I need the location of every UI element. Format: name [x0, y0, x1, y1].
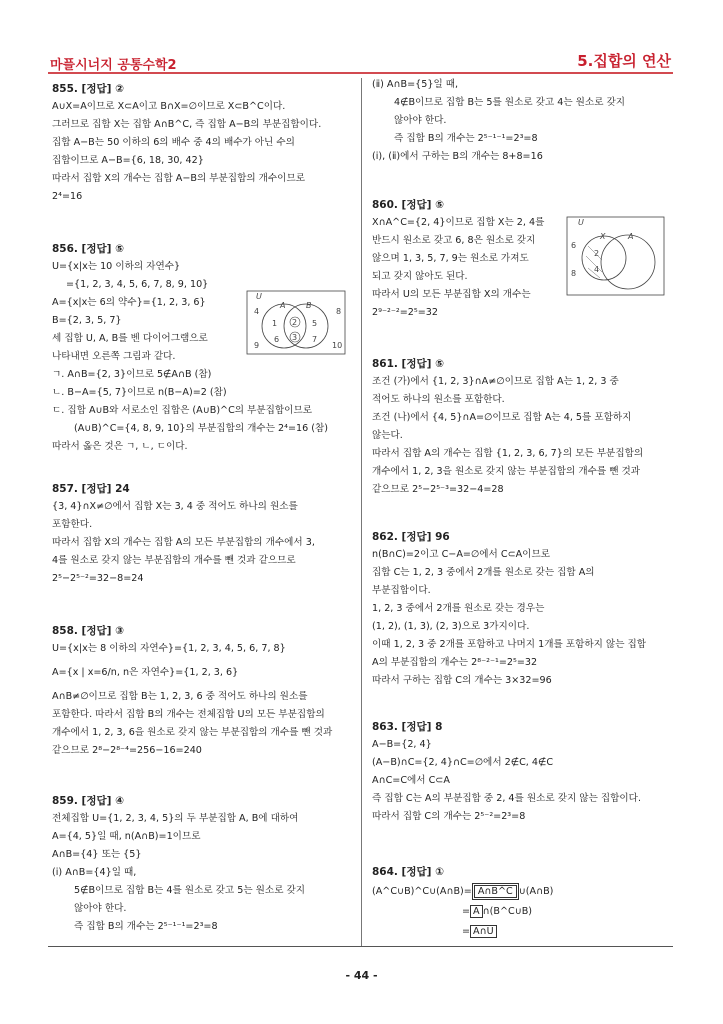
problem-863-line: (A−B)∩C={2, 4}∩C=∅에서 2∉C, 4∉C — [372, 757, 554, 768]
problem-864-expr-left: (A^C∪B)^C∪(A∩B)= — [372, 886, 472, 897]
problem-856-line: 세 집합 U, A, B를 벤 다이어그램으로 — [52, 333, 208, 344]
venn-856-num: 1 — [272, 319, 278, 328]
problem-864-line — [372, 882, 553, 902]
problem-855-title: 855. [정답] ② — [52, 83, 124, 95]
venn-860-label-u: U — [578, 218, 584, 227]
problem-857-title: 857. [정답] 24 — [52, 483, 130, 495]
problem-860-line: 따라서 U의 모든 부분집합 X의 개수는 — [372, 289, 531, 300]
problem-864-expr: ∩(B^C∪B) — [482, 906, 533, 917]
problem-861-line: 않는다. — [372, 430, 403, 441]
problem-859-line: 전체집합 U={1, 2, 3, 4, 5}의 두 부분집합 A, B에 대하여 — [52, 813, 299, 824]
problem-859-line: (ⅰ), (ⅱ)에서 구하는 B의 개수는 8+8=16 — [372, 151, 543, 162]
bottom-rule — [48, 946, 673, 947]
problem-860-line: 않으며 1, 3, 5, 7, 9는 원소로 가져도 — [372, 253, 529, 264]
column-divider — [361, 78, 362, 946]
problem-855-line: 집합 A−B는 50 이하의 6의 배수 중 4의 배수가 아닌 수의 — [52, 137, 295, 148]
problem-863 — [372, 718, 641, 826]
venn-diagram-856 — [246, 290, 346, 356]
venn-860-num: 8 — [571, 269, 577, 278]
problem-864-equals: = — [462, 906, 471, 917]
problem-864-answer-box: A∩B^C — [472, 883, 519, 900]
problem-864-line — [372, 922, 553, 942]
problem-861-line: 개수에서 1, 2, 3을 원소로 갖지 않는 부분집합의 개수를 뺀 것과 — [372, 466, 641, 477]
problem-858-line: A={x | x=6/n, n은 자연수}={1, 2, 3, 6} — [52, 667, 239, 678]
venn-856-num: 4 — [254, 307, 260, 316]
problem-860-line: 2⁹⁻²⁻²=2⁵=32 — [372, 307, 439, 318]
problem-858-line: 같으므로 2⁸−2⁸⁻⁴=256−16=240 — [52, 745, 202, 756]
problem-861-title: 861. [정답] ⑤ — [372, 358, 444, 370]
problem-859-part1 — [52, 792, 305, 936]
problem-856-title: 856. [정답] ⑤ — [52, 243, 124, 255]
header-left: 마플시너지 공통수학2 — [50, 58, 177, 73]
problem-861-line: 적어도 하나의 원소를 포함한다. — [372, 394, 505, 405]
problem-862-line: A의 부분집합의 개수는 2⁸⁻²⁻¹=2⁵=32 — [372, 657, 538, 668]
problem-859-line: A∩B={4} 또는 {5} — [52, 849, 142, 860]
venn-856-label-u: U — [256, 292, 262, 301]
venn-856-label-b: B — [306, 301, 312, 310]
venn-860-universe — [567, 217, 664, 295]
problem-863-line: 즉 집합 C는 A의 부분집합 중 2, 4를 원소로 갖지 않는 집합이다. — [372, 793, 641, 804]
problem-860 — [372, 196, 544, 322]
venn-856-num: 8 — [336, 307, 342, 316]
problem-859-line: 않아야 한다. — [394, 115, 447, 126]
problem-864-equals: = — [462, 926, 471, 937]
venn-860-label-a: A — [628, 232, 634, 241]
problem-863-line: A∩C=C에서 C⊂A — [372, 775, 450, 786]
problem-856-line: A={x|x는 6의 약수}={1, 2, 3, 6} — [52, 297, 206, 308]
problem-856-line: U={x|x는 10 이하의 자연수} — [52, 261, 181, 272]
problem-859-line: 즉 집합 B의 개수는 2⁵⁻¹⁻¹=2³=8 — [394, 133, 538, 144]
problem-859-line: 5∉B이므로 집합 B는 4를 원소로 갖고 5는 원소로 갖지 — [74, 885, 306, 896]
venn-860-label-x: X — [600, 232, 606, 241]
problem-864-expr-right: ∪(A∩B) — [518, 886, 554, 897]
problem-864-line — [372, 902, 553, 922]
problem-864-box: A∩U — [470, 925, 497, 938]
venn-856-num: 9 — [254, 341, 260, 350]
problem-861-line: 같으므로 2⁵−2⁵⁻³=32−4=28 — [372, 484, 504, 495]
problem-862-line: 1, 2, 3 중에서 2개를 원소로 갖는 경우는 — [372, 603, 545, 614]
problem-857-line: 4를 원소로 갖지 않는 부분집합의 개수를 뺀 것과 같으므로 — [52, 555, 296, 566]
problem-856-line: 따라서 옳은 것은 ㄱ, ㄴ, ㄷ이다. — [52, 441, 188, 452]
problem-861-line: 따라서 집합 A의 개수는 집합 {1, 2, 3, 6, 7}의 모든 부분집합의 — [372, 448, 644, 459]
problem-856-line: B={2, 3, 5, 7} — [52, 315, 122, 326]
problem-862-line: 이때 1, 2, 3 중 2개를 포함하고 나머지 1개를 포함하지 않는 집합 — [372, 639, 647, 650]
venn-860-num: 2 — [594, 249, 600, 258]
problem-858-line: A∩B≠∅이므로 집합 B는 1, 2, 3, 6 중 적어도 하나의 원소를 — [52, 691, 308, 702]
problem-855-line: 집합이므로 A−B={6, 18, 30, 42} — [52, 155, 204, 166]
page-number: - 44 - — [345, 969, 378, 982]
problem-855 — [52, 80, 321, 206]
problem-858-title: 858. [정답] ③ — [52, 625, 124, 637]
problem-860-line: 반드시 원소로 갖고 6, 8은 원소로 갖지 — [372, 235, 536, 246]
venn-856-label-a: A — [280, 301, 286, 310]
venn-860-num: 4 — [594, 265, 600, 274]
problem-863-line: A−B={2, 4} — [372, 739, 432, 750]
problem-862-line: (1, 2), (1, 3), (2, 3)으로 3가지이다. — [372, 621, 530, 632]
problem-858 — [52, 622, 332, 760]
venn-860-circle-a — [601, 235, 655, 289]
problem-856-line: (A∪B)^C={4, 8, 9, 10}의 부분집합의 개수는 2⁴=16 (참) — [74, 423, 329, 434]
problem-862-title: 862. [정답] 96 — [372, 531, 450, 543]
venn-856-num: 5 — [312, 319, 318, 328]
problem-862-line: 집합 C는 1, 2, 3 중에서 2개를 원소로 갖는 집합 A의 — [372, 567, 595, 578]
problem-857-line: 2⁵−2⁵⁻²=32−8=24 — [52, 573, 144, 584]
problem-856-line: ㄴ. B−A={5, 7}이므로 n(B−A)=2 (참) — [52, 387, 227, 398]
problem-859-line: 않아야 한다. — [74, 903, 127, 914]
problem-858-line: 포함한다. 따라서 집합 B의 개수는 전체집합 U의 모든 부분집합의 — [52, 709, 325, 720]
problem-857-line: 따라서 집합 X의 개수는 집합 A의 모든 부분집합의 개수에서 3, — [52, 537, 315, 548]
problem-859-line: 즉 집합 B의 개수는 2⁵⁻¹⁻¹=2³=8 — [74, 921, 218, 932]
header-rule — [48, 72, 673, 74]
venn-860-circle-x — [582, 236, 626, 280]
problem-863-title: 863. [정답] 8 — [372, 721, 443, 733]
header-right: 5.집합의 연산 — [577, 52, 671, 70]
problem-864 — [372, 862, 553, 942]
problem-860-line: 되고 갖지 않아도 된다. — [372, 271, 468, 282]
problem-858-line: U={x|x는 8 이하의 자연수}={1, 2, 3, 4, 5, 6, 7, 8} — [52, 643, 286, 654]
problem-862-line: 부분집합이다. — [372, 585, 431, 596]
problem-855-line: A∪X=A이므로 X⊂A이고 B∩X=∅이므로 X⊂B^C이다. — [52, 101, 286, 112]
problem-863-line: 따라서 집합 C의 개수는 2⁵⁻²=2³=8 — [372, 811, 526, 822]
problem-856-line: ={1, 2, 3, 4, 5, 6, 7, 8, 9, 10} — [66, 279, 209, 290]
problem-861-line: 조건 (가)에서 {1, 2, 3}∩A≠∅이므로 집합 A는 1, 2, 3 중 — [372, 376, 619, 387]
problem-859-part2 — [372, 76, 625, 166]
problem-856-line: ㄱ. A∩B={2, 3}이므로 5∉A∩B (참) — [52, 369, 212, 380]
problem-855-line: 따라서 집합 X의 개수는 집합 A−B의 부분집합의 개수이므로 — [52, 173, 305, 184]
venn-860-num: 6 — [571, 241, 577, 250]
venn-856-num: 6 — [274, 335, 280, 344]
problem-862-line: n(B∩C)=2이고 C−A=∅에서 C⊂A이므로 — [372, 549, 550, 560]
problem-859-line: (ⅱ) A∩B={5}일 때, — [372, 79, 459, 90]
problem-859-line: A={4, 5}일 때, n(A∩B)=1이므로 — [52, 831, 201, 842]
problem-856-line: ㄷ. 집합 A∪B와 서로소인 집합은 (A∪B)^C의 부분집합이므로 — [52, 405, 312, 416]
problem-855-line: 2⁴=16 — [52, 191, 83, 202]
problem-859-line: 4∉B이므로 집합 B는 5를 원소로 갖고 4는 원소로 갖지 — [394, 97, 626, 108]
problem-864-title: 864. [정답] ① — [372, 866, 444, 878]
problem-859-title: 859. [정답] ④ — [52, 795, 124, 807]
venn-856-num: 2 — [292, 318, 298, 327]
venn-diagram-860 — [566, 216, 666, 298]
problem-860-line: X∩A^C={2, 4}이므로 집합 X는 2, 4를 — [372, 217, 545, 228]
problem-857-line: 포함한다. — [52, 519, 93, 530]
problem-864-box: A — [470, 905, 483, 918]
problem-859-line: (ⅰ) A∩B={4}일 때, — [52, 867, 137, 878]
problem-857 — [52, 480, 315, 588]
problem-862 — [372, 528, 646, 690]
venn-856-num: 3 — [292, 333, 298, 342]
problem-862-line: 따라서 구하는 집합 C의 개수는 3×32=96 — [372, 675, 552, 686]
venn-856-num: 10 — [332, 341, 343, 350]
problem-856-line: 나타내면 오른쪽 그림과 같다. — [52, 351, 176, 362]
problem-861-line: 조건 (나)에서 {4, 5}∩A=∅이므로 집합 A는 4, 5를 포함하지 — [372, 412, 632, 423]
problem-857-line: {3, 4}∩X≠∅에서 집합 X는 3, 4 중 적어도 하나의 원소를 — [52, 501, 298, 512]
problem-861 — [372, 355, 643, 499]
venn-856-num: 7 — [312, 335, 318, 344]
problem-855-line: 그러므로 집합 X는 집합 A∩B^C, 즉 집합 A−B의 부분집합이다. — [52, 119, 322, 130]
problem-860-title: 860. [정답] ⑤ — [372, 199, 444, 211]
problem-858-line: 개수에서 1, 2, 3, 6을 원소로 갖지 않는 부분집합의 개수를 뺀 것과 — [52, 727, 333, 738]
